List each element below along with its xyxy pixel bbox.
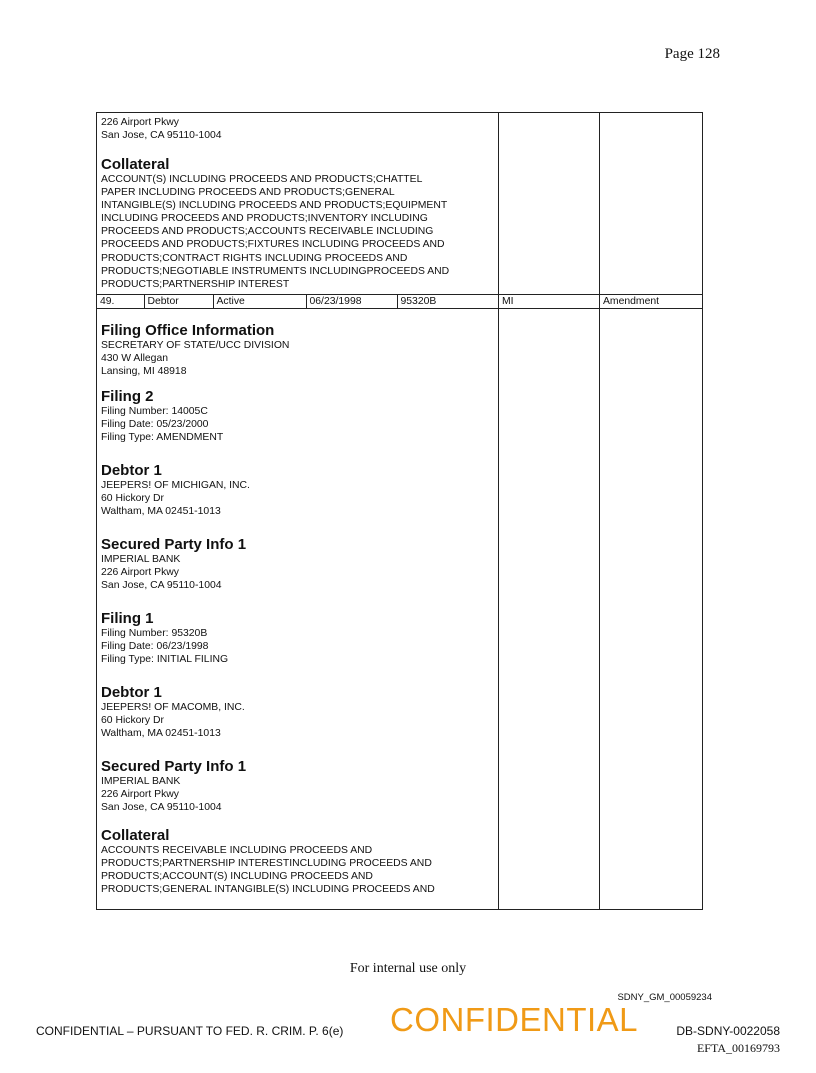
collateral-line: PAPER INCLUDING PROCEEDS AND PRODUCTS;GENERAL	[101, 187, 395, 199]
collateral-line: ACCOUNTS RECEIVABLE INCLUDING PROCEEDS AND	[101, 844, 373, 856]
collateral-line: PRODUCTS;CONTRACT RIGHTS INCLUDING PROCEEDS AND	[101, 252, 408, 264]
address-line: 226 Airport Pkwy	[101, 117, 179, 128]
collateral-line: PRODUCTS;GENERAL INTANGIBLE(S) INCLUDING PROCEEDS AND	[101, 884, 435, 896]
empty-cell	[600, 308, 703, 909]
collateral-section	[101, 827, 494, 896]
detail-line: JEEPERS! OF MACOMB, INC.	[101, 701, 245, 713]
debtor-section	[101, 462, 494, 518]
detail-line: Waltham, MA 02451-1013	[101, 505, 221, 517]
row-role: Debtor	[144, 295, 213, 308]
secured-party-section	[101, 758, 494, 814]
section-heading: Secured Party Info 1	[101, 757, 247, 775]
section-heading: Filing 1	[101, 609, 154, 627]
detail-line: Filing Date: 06/23/1998	[101, 640, 209, 652]
empty-cell	[600, 113, 703, 295]
row-type: Amendment	[600, 294, 703, 308]
section-heading: Collateral	[101, 826, 170, 844]
detail-cell	[97, 308, 499, 909]
detail-line: JEEPERS! OF MICHIGAN, INC.	[101, 479, 250, 491]
detail-line: San Jose, CA 95110-1004	[101, 579, 222, 591]
detail-line: 60 Hickory Dr	[101, 714, 164, 726]
detail-line: Lansing, MI 48918	[101, 365, 187, 377]
collateral-line: PRODUCTS;PARTNERSHIP INTERESTINCLUDING PROCEEDS AND	[101, 857, 432, 869]
collateral-line: INCLUDING PROCEEDS AND PRODUCTS;INVENTORY INCLUDING	[101, 213, 428, 225]
debtor-section	[101, 684, 494, 740]
internal-use-note: For internal use only	[349, 961, 467, 976]
row-index: 49.	[100, 295, 115, 307]
ucc-filing-table	[96, 112, 703, 910]
detail-line: 60 Hickory Dr	[101, 492, 164, 504]
detail-line: IMPERIAL BANK	[101, 775, 181, 787]
collateral-section	[101, 156, 494, 291]
table-row	[97, 113, 703, 295]
bates-number-db: DB-SDNY-0022058	[676, 1024, 780, 1038]
filing-2-section	[101, 388, 494, 444]
detail-line: Filing Date: 05/23/2000	[101, 418, 209, 430]
row-summary-cell	[97, 294, 499, 308]
row-state: MI	[499, 294, 600, 308]
collateral-line: PRODUCTS;ACCOUNT(S) INCLUDING PROCEEDS AND	[101, 871, 373, 883]
empty-cell	[499, 113, 600, 295]
detail-line: Filing Number: 95320B	[101, 627, 208, 639]
row-status: Active	[213, 295, 306, 308]
detail-line: Filing Type: AMENDMENT	[101, 431, 224, 443]
section-heading: Filing 2	[101, 387, 154, 405]
collateral-line: PRODUCTS;PARTNERSHIP INTEREST	[101, 278, 290, 290]
detail-line: Filing Number: 14005C	[101, 405, 208, 417]
row-date: 06/23/1998	[306, 295, 397, 308]
detail-line: 430 W Allegan	[101, 352, 169, 364]
section-heading: Debtor 1	[101, 461, 162, 479]
bates-number-sdny-gm: SDNY_GM_00059234	[617, 992, 712, 1003]
address-line: San Jose, CA 95110-1004	[101, 130, 222, 141]
collateral-line: INTANGIBLE(S) INCLUDING PROCEEDS AND PRODUCTS;EQUIPMENT	[101, 200, 448, 212]
collateral-line: PRODUCTS;NEGOTIABLE INSTRUMENTS INCLUDINGPROCEEDS AND	[101, 265, 450, 277]
filing-1-section	[101, 610, 494, 666]
detail-line: San Jose, CA 95110-1004	[101, 801, 222, 813]
detail-line: 226 Airport Pkwy	[101, 566, 179, 578]
secured-party-address	[101, 116, 494, 142]
section-heading: Debtor 1	[101, 683, 162, 701]
detail-line: SECRETARY OF STATE/UCC DIVISION	[101, 339, 290, 351]
empty-cell	[499, 308, 600, 909]
filing-office-section	[101, 322, 494, 378]
top-detail-cell	[97, 113, 499, 295]
collateral-heading: Collateral	[101, 156, 170, 173]
detail-line: Filing Type: INITIAL FILING	[101, 653, 229, 665]
collateral-line: PROCEEDS AND PRODUCTS;FIXTURES INCLUDING PROCEEDS AND	[101, 239, 445, 251]
page-number: Page 128	[664, 46, 720, 62]
collateral-line: ACCOUNT(S) INCLUDING PROCEEDS AND PRODUCTS;CHATTEL	[101, 174, 423, 185]
table-row	[97, 308, 703, 909]
collateral-line: PROCEEDS AND PRODUCTS;ACCOUNTS RECEIVABLE INCLUDING	[101, 226, 434, 238]
section-heading: Filing Office Information	[101, 321, 275, 339]
confidential-notice: CONFIDENTIAL – PURSUANT TO FED. R. CRIM. P. 6(e)	[36, 1024, 344, 1038]
detail-line: IMPERIAL BANK	[101, 553, 181, 565]
detail-line: 226 Airport Pkwy	[101, 788, 179, 800]
secured-party-section	[101, 536, 494, 592]
bates-number-efta: EFTA_00169793	[696, 1041, 780, 1055]
table-row	[97, 294, 703, 308]
row-filing-number: 95320B	[397, 295, 498, 308]
confidential-stamp: CONFIDENTIAL	[390, 1001, 639, 1038]
section-heading: Secured Party Info 1	[101, 535, 247, 553]
detail-line: Waltham, MA 02451-1013	[101, 727, 221, 739]
